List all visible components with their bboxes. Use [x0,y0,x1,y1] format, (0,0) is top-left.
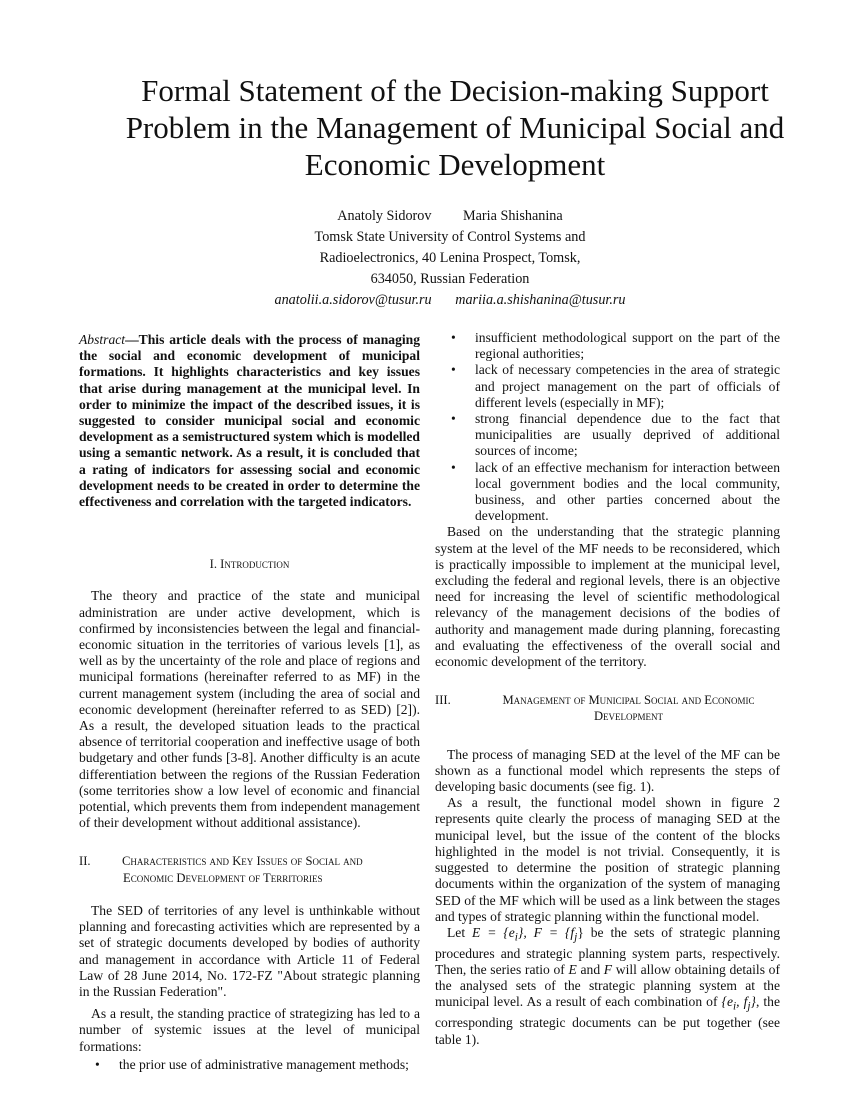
section-title [122,853,420,885]
text-run: } be the sets of strategic planning procedures and strategic planning system parts, respectively. Then, the series ratio of [435,924,780,978]
section-heading [79,556,420,572]
issue-list [79,1057,420,1073]
author-names [180,206,720,227]
text-run: E = {e [472,924,515,940]
affiliation-line: Radioelectronics, 40 Lenina Prospect, Tomsk, [319,250,581,266]
subscript: j [574,931,578,944]
math-symbol: E [568,962,577,978]
section-heading [435,692,780,724]
subscript: i [733,1001,737,1014]
text-run: and [576,962,604,978]
section-title-line: Economic Development of Territories [123,870,323,885]
subscript: i [514,931,518,944]
affiliation-line: 634050, Russian Federation [370,271,530,287]
list-item: • lack of an effective mechanism for interaction between local government bodies and the local community, business, and other parties concerned about the development. [435,460,780,525]
left-column [79,332,420,1073]
right-column [435,330,780,1048]
text-run: will allow obtaining details of the analysed sets of the strategic planning system at the municipal level. As a result of each combination of [435,962,780,1010]
text-run: }, [517,924,534,940]
math-set-f [533,924,578,944]
abstract [79,332,420,510]
paragraph: As a result, the standing practice of strategizing has led to a number of systemic issues at the level of municipal formations: [79,1006,420,1054]
section-number: III. [435,693,451,708]
author-emails [180,290,720,311]
section-number: II. [79,854,91,869]
paragraph [435,925,780,1048]
list-item: • lack of necessary competencies in the area of strategic and project management on the part of officials of different levels (especially in MF); [435,362,780,411]
section-heading [79,853,420,885]
section-number: I. [209,557,217,572]
author-block [180,206,720,311]
list-item: • insufficient methodological support on the part of the regional authorities; [435,330,780,362]
section-title-line: Development [593,709,664,724]
subscript: j [747,1001,751,1014]
list-item: • strong financial dependence due to the fact that municipalities are usually deprived of additional sources of income; [435,411,780,460]
author-name: Maria Shishanina [463,208,563,224]
paragraph: The process of managing SED at the level of the MF can be shown as a functional model which represents the steps of developing basic documents (see fig. 1). [435,746,780,795]
author-email[interactable]: anatolii.a.sidorov@tusur.ru [274,292,432,308]
affiliation-line: Tomsk State University of Control Systems and [314,229,586,245]
text-run: , f [736,994,748,1010]
math-symbol: F [603,962,613,978]
paragraph: The SED of territories of any level is unthinkable without planning and forecasting activities which are represented by a set of strategic documents developed by bodies of authority and management in accordance with Article 11 of Federal Law of 28 June 2014, No. 172-FZ "About strategic planning in the Russian Federation". [79,902,420,999]
text-run: , the corresponding strategic documents can be put together (see table 1). [435,994,781,1047]
paper-title: Formal Statement of the Decision-making Support Problem in the Management of Municipal Social and Economic Development [125,73,785,182]
issue-list [435,330,780,524]
abstract-label: Abstract [79,332,126,347]
math-set-e [472,924,534,944]
section-title-line: Management of Municipal Social and Economic [502,693,755,708]
text-run: {e [721,994,734,1010]
text-run: Let [447,924,473,940]
paragraph: As a result, the functional model shown in figure 2 represents quite clearly the process of managing SED at the municipal level, but the issue of the content of the blocks highlighted in the model is not trivial. Consequently, it is suggested to determine the position of strategic planning documents within the organization of the system of managing SED of the MF which will be used as a link between the stages and types of strategic planning within the functional model. [435,795,780,924]
math-pair [721,994,756,1014]
list-item: • the prior use of administrative management methods; [79,1057,420,1073]
author-email[interactable]: mariia.a.shishanina@tusur.ru [455,292,626,308]
author-name: Anatoly Sidorov [337,208,432,224]
section-title [477,692,780,724]
text-run: F = {f [533,924,575,940]
section-title-line: Characteristics and Key Issues of Social and [122,854,363,869]
abstract-dash: — [125,332,139,347]
section-title: Introduction [220,557,290,572]
abstract-text: This article deals with the process of managing the social and economic development of municipal formations. It highlights characteristics and key issues that arise during management at the municipal level. In order to minimize the impact of the described issues, it is suggested to consider municipal social and economic development as a semistructured system which is modelled using a semantic network. As a result, it is concluded that a rating of indicators for assessing social and economic development needs to be created in order to determine the effectiveness and correlation with the targeted indicators. [79,332,420,510]
paragraph: Based on the understanding that the strategic planning system at the level of the MF needs to be reconsidered, which is practically impossible to implement at the municipal level, excluding the federal and regional levels, there is an objective need for increasing the level of scientific methodological relevancy of the management decisions of the bodies of authority and management made during planning, forecasting and evaluating the effectiveness of the overall social and economic development of the territory. [435,524,780,670]
text-run: } [750,994,756,1010]
paragraph: The theory and practice of the state and municipal administration are under active development, which is confirmed by inconsistencies between the legal and financial-economic situation in the territories of various levels [1], as well as by the uncertainty of the role and place of regions and municipal formations (hereinafter referred to as MF) in the current management system (including the area of social and economic development (hereinafter referred to as SED) [2]). As a result, the developed situation leads to the practical absence of territorial cooperation and ineffective usage of both budgetary and other funds [3-8]. Another difficulty is an acute differentiation between the regions of the Russian Federation (some territories show a low level of economic and financial potential, which prevents them from independent management of their development without additional assistance). [79,588,420,831]
